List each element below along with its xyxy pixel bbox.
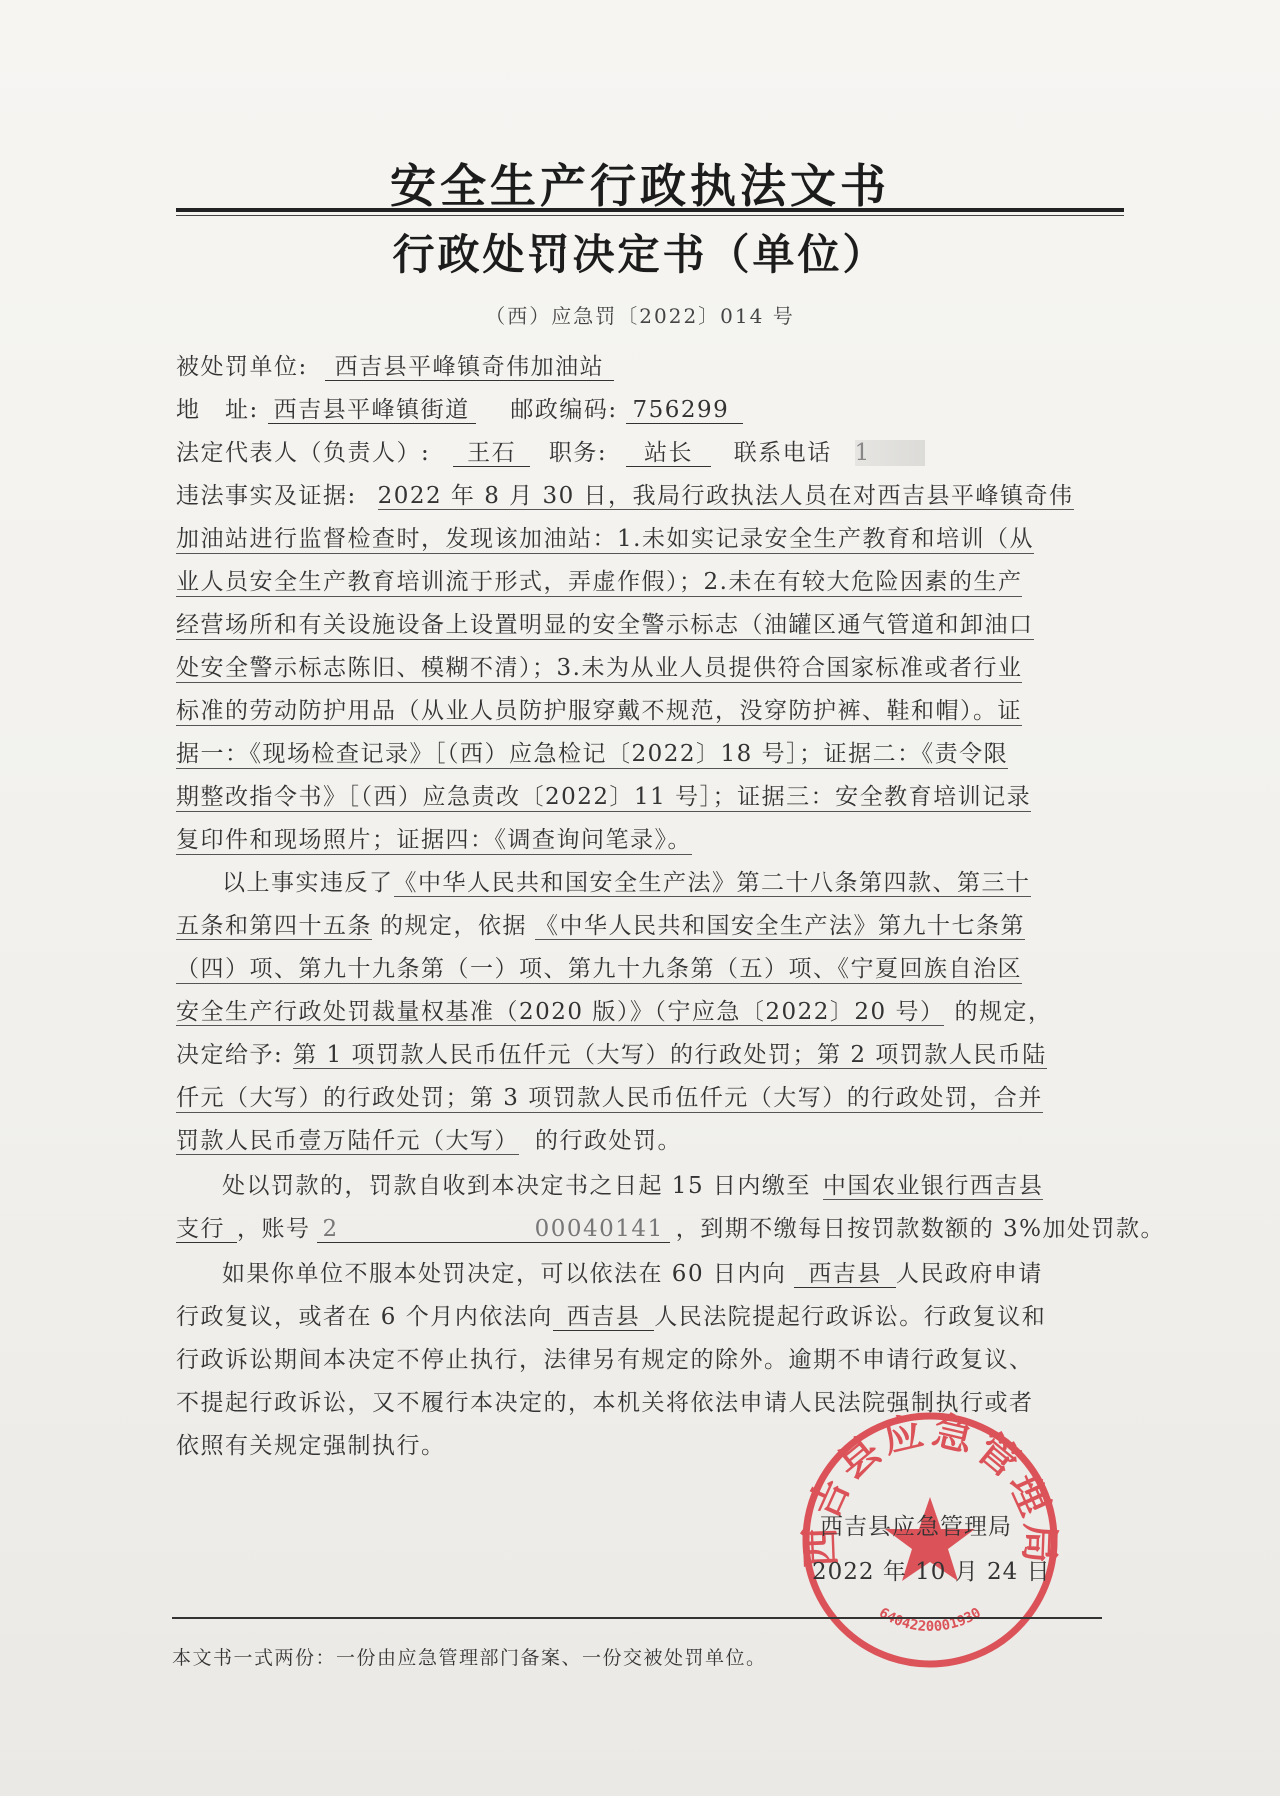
decision-text: 的行政处罚。 <box>535 1128 682 1154</box>
facts-label: 违法事实及证据: <box>176 483 357 509</box>
decision-text: 以上事实违反了 <box>222 870 394 896</box>
decision-line-3: （四）项、第九十九条第（一）项、第九十九条第（五）项、《宁夏回族自治区 <box>176 950 1022 984</box>
account-label: ，账号 <box>237 1216 311 1242</box>
bank-name: 中国农业银行西吉县 <box>822 1173 1044 1199</box>
appeal-line-5: 依照有关规定强制执行。 <box>176 1433 446 1459</box>
address-value: 西吉县平峰镇街道 <box>268 397 476 424</box>
party-rep-line <box>176 434 925 467</box>
payment-line-1 <box>222 1167 1043 1200</box>
facts-line-9: 复印件和现场照片；证据四：《调查询问笔录》。 <box>176 821 692 855</box>
appeal-line-2 <box>176 1298 1046 1331</box>
decision-label: 决定给予: <box>176 1042 284 1068</box>
issuing-agency: 西吉县应急管理局 <box>820 1514 1012 1540</box>
decision-articles: 五条和第四十五条 <box>176 913 372 939</box>
decision-line-5 <box>176 1036 1047 1069</box>
penalty-total: 罚款人民币壹万陆仟元（大写） <box>176 1128 519 1154</box>
county-name: 西吉县 <box>553 1304 655 1331</box>
appeal-text: 行政复议，或者在 6 个月内依法向 <box>176 1304 553 1330</box>
payment-text: ，到期不缴每日按罚款数额的 3%加处罚款。 <box>675 1216 1166 1242</box>
decision-text: 的规定， <box>954 999 1053 1025</box>
facts-line-3: 业人员安全生产教育培训流于形式，弄虚作假）；2.未在有较大危险因素的生产 <box>176 563 1022 597</box>
decision-standard-ref: 安全生产行政处罚裁量权基准（2020 版）》（宁应急〔2022〕20 号） <box>176 999 945 1025</box>
facts-line-2: 加油站进行监督检查时，发现该加油站：1.未如实记录安全生产教育和培训（从 <box>176 520 1034 554</box>
bank-branch: 支行 <box>176 1216 237 1243</box>
county-name: 西吉县 <box>794 1261 896 1288</box>
party-address-line <box>176 391 743 424</box>
appeal-line-3: 行政诉讼期间本决定不停止执行，法律另有规定的除外。逾期不申请行政复议、 <box>176 1347 1034 1373</box>
facts-line-1: 2022 年 8 月 30 日，我局行政执法人员在对西吉县平峰镇奇伟 <box>377 483 1074 509</box>
title-rule <box>176 208 1124 212</box>
facts-label-line <box>176 477 1074 510</box>
postcode-value: 756299 <box>626 397 743 424</box>
title-rule-thin <box>176 215 1124 216</box>
position-value: 站长 <box>626 440 711 467</box>
penalty-item-1: 第 1 项罚款人民币伍仟元（大写）的行政处罚；第 2 项罚款人民币陆 <box>293 1042 1047 1068</box>
appeal-text: 如果你单位不服本处罚决定，可以依法在 60 日内向 <box>222 1261 787 1287</box>
facts-line-4: 经营场所和有关设施设备上设置明显的安全警示标志（油罐区通气管道和卸油口 <box>176 606 1034 640</box>
appeal-line-4: 不提起行政诉讼，又不履行本决定的，本机关将依法申请人民法院强制执行或者 <box>176 1390 1034 1416</box>
decision-text: 的规定，依据 <box>380 913 527 939</box>
rep-label: 法定代表人（负责人）: <box>176 440 431 466</box>
footer-rule <box>172 1617 1102 1619</box>
facts-line-6: 标准的劳动防护用品（从业人员防护服穿戴不规范，没穿防护裤、鞋和帽）。证 <box>176 692 1022 726</box>
facts-line-7: 据一：《现场检查记录》［（西）应急检记〔2022〕18 号］；证据二：《责令限 <box>176 735 1008 769</box>
unit-value: 西吉县平峰镇奇伟加油站 <box>325 354 615 381</box>
phone-label: 联系电话 <box>733 440 832 466</box>
document-subtitle: 行政处罚决定书（单位） <box>392 230 888 279</box>
decision-line-1 <box>222 864 1031 897</box>
decision-line-6: 仟元（大写）的行政处罚；第 3 项罚款人民币伍仟元（大写）的行政处罚，合并 <box>176 1079 1043 1113</box>
appeal-text: 人民法院提起行政诉讼。行政复议和 <box>654 1304 1047 1330</box>
account-number-redacted: 2 00040141 <box>317 1216 670 1243</box>
decision-line-7 <box>176 1122 682 1155</box>
decision-line-4 <box>176 993 1052 1026</box>
party-unit-line <box>176 348 614 381</box>
document-title: 安全生产行政执法文书 <box>390 159 890 213</box>
footer-note: 本文书一式两份：一份由应急管理部门备案、一份交被处罚单位。 <box>172 1647 767 1669</box>
decision-basis-ref: 《中华人民共和国安全生产法》第九十七条第 <box>535 913 1025 939</box>
decision-law-ref: 《中华人民共和国安全生产法》第二十八条第四款、第三十 <box>393 870 1031 896</box>
issue-date: 2022 年 10 月 24 日 <box>812 1559 1051 1585</box>
unit-label: 被处罚单位: <box>176 354 308 380</box>
rep-value: 王石 <box>453 440 530 467</box>
postcode-label: 邮政编码: <box>510 397 618 423</box>
phone-value-redacted: 1 <box>855 440 925 466</box>
payment-text: 处以罚款的，罚款自收到本决定书之日起 15 日内缴至 <box>222 1173 811 1199</box>
facts-line-5: 处安全警示标志陈旧、模糊不清）；3.未为从业人员提供符合国家标准或者行业 <box>176 649 1022 683</box>
position-label: 职务: <box>548 440 608 466</box>
appeal-line-1 <box>222 1255 1043 1288</box>
document-number: （西）应急罚〔2022〕014 号 <box>485 304 795 328</box>
address-label: 地 址: <box>176 397 259 423</box>
decision-line-2 <box>176 907 1025 940</box>
seal-text: 西吉县应急管理局 <box>796 1406 1064 1569</box>
seal-code: 6404220001930 <box>876 1604 984 1636</box>
payment-line-2 <box>176 1210 1165 1243</box>
appeal-text: 人民政府申请 <box>895 1261 1043 1287</box>
facts-line-8: 期整改指令书》［（西）应急责改〔2022〕11 号］；证据三：安全教育培训记录 <box>176 778 1031 812</box>
